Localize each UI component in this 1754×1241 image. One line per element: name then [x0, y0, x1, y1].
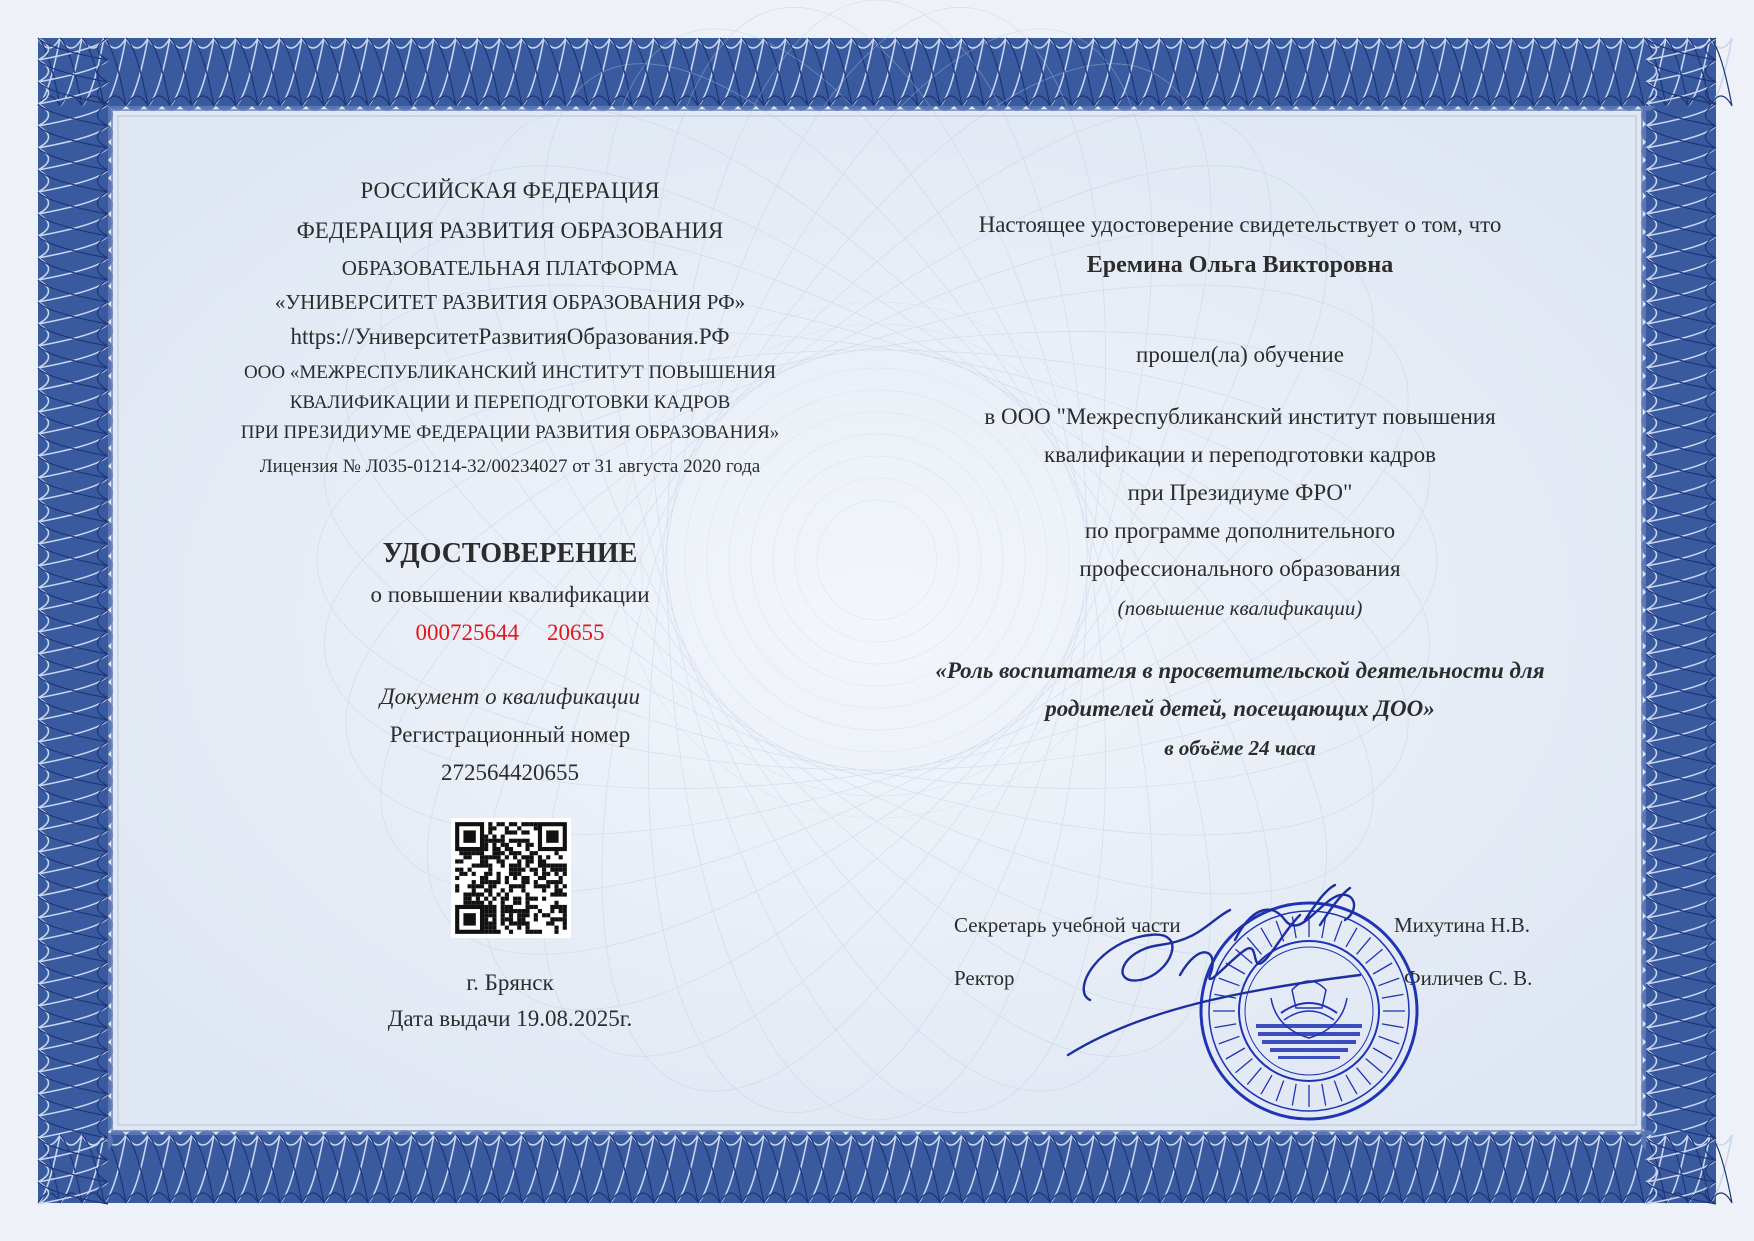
certificate-subtitle: о повышении квалификации — [370, 582, 650, 607]
certificate-title: УДОСТОВЕРЕНИЕ — [382, 538, 638, 569]
platform-heading: ОБРАЗОВАТЕЛЬНАЯ ПЛАТФОРМА — [341, 256, 679, 280]
federation-heading: ФЕДЕРАЦИЯ РАЗВИТИЯ ОБРАЗОВАНИЯ — [296, 218, 724, 243]
issue-city: г. Брянск — [466, 970, 554, 995]
recipient-name: Еремина Ольга Викторовна — [1086, 252, 1394, 278]
course-line-1: «Роль воспитателя в просветительской деятельности для — [935, 658, 1545, 683]
institute-line-3: ПРИ ПРЕЗИДИУМЕ ФЕДЕРАЦИИ РАЗВИТИЯ ОБРАЗОВАНИЯ» — [240, 422, 780, 443]
program-line-1: по программе дополнительного — [1084, 518, 1396, 543]
rector-name: Филичев С. В. — [1404, 966, 1533, 990]
license-line: Лицензия № Л035-01214-32/00234027 от 31 августа 2020 года — [259, 456, 761, 477]
country-heading: РОССИЙСКАЯ ФЕДЕРАЦИЯ — [360, 178, 660, 203]
course-line-2: родителей детей, посещающих ДОО» — [1045, 696, 1435, 721]
serial-number: 20655 — [547, 620, 605, 645]
institute-line-1: ООО «МЕЖРЕСПУБЛИКАНСКИЙ ИНСТИТУТ ПОВЫШЕНИЯ — [243, 362, 777, 383]
course-volume: в объёме 24 часа — [1164, 736, 1316, 760]
doc-type: Документ о квалификации — [379, 684, 641, 709]
org-line-2: квалификации и переподготовки кадров — [1044, 442, 1436, 467]
org-line-1: в ООО "Межреспубликанский институт повышения — [984, 404, 1496, 429]
reg-label: Регистрационный номер — [389, 722, 631, 747]
org-line-3: при Президиуме ФРО" — [1127, 480, 1353, 505]
intro-text: Настоящее удостоверение свидетельствует о том, что — [978, 212, 1502, 237]
series-number: 000725644 — [415, 620, 519, 645]
website-link[interactable]: https://УниверситетРазвитияОбразования.РФ — [290, 324, 730, 349]
rector-signature — [1060, 880, 1390, 1060]
reg-number: 272564420655 — [441, 760, 579, 785]
rector-title: Ректор — [954, 966, 1015, 990]
program-kind: (повышение квалификации) — [1117, 596, 1363, 620]
institute-line-2: КВАЛИФИКАЦИИ И ПЕРЕПОДГОТОВКИ КАДРОВ — [289, 392, 731, 413]
secretary-name: Михутина Н.В. — [1394, 913, 1531, 937]
issue-date: Дата выдачи 19.08.2025г. — [387, 1006, 633, 1031]
qr-code[interactable] — [451, 818, 571, 938]
completed-text: прошел(ла) обучение — [1136, 342, 1344, 367]
secretary-title: Секретарь учебной части — [954, 913, 1181, 937]
certificate-number — [130, 620, 890, 646]
university-heading: «УНИВЕРСИТЕТ РАЗВИТИЯ ОБРАЗОВАНИЯ РФ» — [274, 290, 746, 314]
program-line-2: профессионального образования — [1079, 556, 1401, 581]
